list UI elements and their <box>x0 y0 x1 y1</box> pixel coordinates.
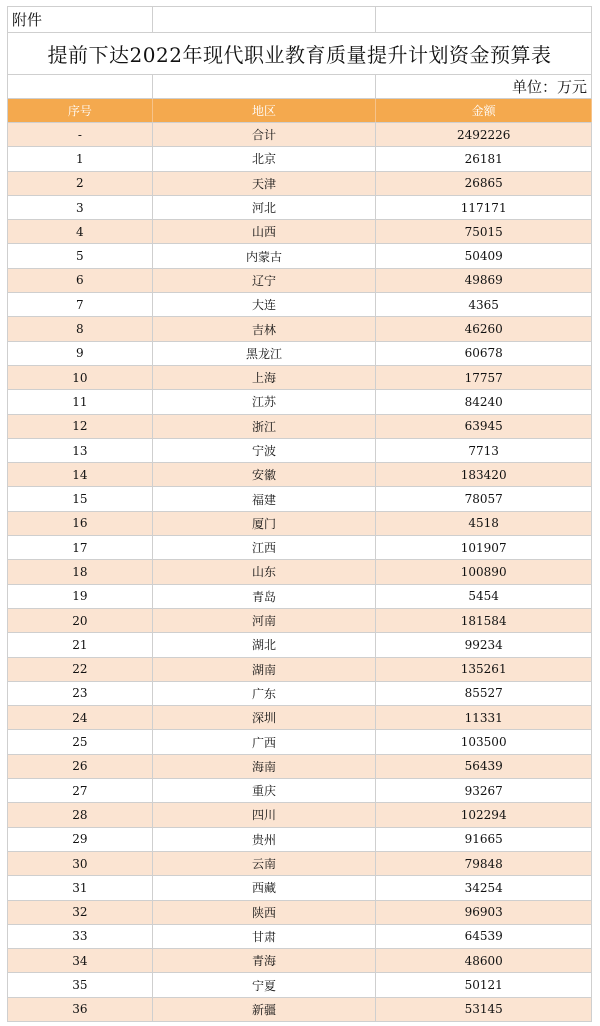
cell-no: 36 <box>8 998 153 1021</box>
table-row <box>7 172 592 196</box>
cell-amount: 103500 <box>376 730 592 753</box>
table-row <box>7 973 592 997</box>
cell-no: 28 <box>8 803 153 826</box>
empty-cell <box>153 75 377 98</box>
cell-amount: 135261 <box>376 658 592 681</box>
cell-amount: 50409 <box>376 244 592 267</box>
cell-region: 河北 <box>153 196 377 219</box>
cell-no: 12 <box>8 415 153 438</box>
cell-region: 北京 <box>153 147 377 170</box>
empty-cell <box>8 75 153 98</box>
cell-amount: 101907 <box>376 536 592 559</box>
cell-region: 四川 <box>153 803 377 826</box>
cell-region: 贵州 <box>153 828 377 851</box>
cell-amount: 26181 <box>376 147 592 170</box>
cell-region: 广东 <box>153 682 377 705</box>
cell-no: 21 <box>8 633 153 656</box>
cell-amount: 49869 <box>376 269 592 292</box>
cell-amount: 46260 <box>376 317 592 340</box>
table-row <box>7 220 592 244</box>
cell-no: 33 <box>8 925 153 948</box>
cell-amount: 96903 <box>376 901 592 924</box>
cell-no: 3 <box>8 196 153 219</box>
budget-sheet <box>7 6 592 1022</box>
cell-region: 新疆 <box>153 998 377 1021</box>
cell-no: 25 <box>8 730 153 753</box>
table-row <box>7 998 592 1022</box>
empty-cell <box>376 7 592 32</box>
table-row <box>7 876 592 900</box>
cell-no: 24 <box>8 706 153 729</box>
table-row <box>7 512 592 536</box>
cell-amount: 7713 <box>376 439 592 462</box>
cell-no: 29 <box>8 828 153 851</box>
table-row <box>7 317 592 341</box>
cell-no: 18 <box>8 560 153 583</box>
table-row <box>7 560 592 584</box>
cell-no: 34 <box>8 949 153 972</box>
cell-region: 大连 <box>153 293 377 316</box>
cell-no: 19 <box>8 585 153 608</box>
cell-region: 浙江 <box>153 415 377 438</box>
cell-region: 山西 <box>153 220 377 243</box>
table-row <box>7 949 592 973</box>
cell-region: 黑龙江 <box>153 342 377 365</box>
cell-amount: 78057 <box>376 487 592 510</box>
cell-region: 青海 <box>153 949 377 972</box>
cell-region: 辽宁 <box>153 269 377 292</box>
cell-no: 23 <box>8 682 153 705</box>
cell-no: 1 <box>8 147 153 170</box>
cell-region: 陕西 <box>153 901 377 924</box>
cell-no: 30 <box>8 852 153 875</box>
cell-amount: 17757 <box>376 366 592 389</box>
table-row <box>7 658 592 682</box>
cell-amount: 84240 <box>376 390 592 413</box>
table-row <box>7 925 592 949</box>
table-row <box>7 730 592 754</box>
cell-amount: 91665 <box>376 828 592 851</box>
cell-no: - <box>8 123 153 146</box>
cell-region: 重庆 <box>153 779 377 802</box>
cell-amount: 64539 <box>376 925 592 948</box>
cell-amount: 26865 <box>376 172 592 195</box>
cell-amount: 2492226 <box>376 123 592 146</box>
table-row <box>7 366 592 390</box>
empty-cell <box>153 7 377 32</box>
attachment-row <box>7 6 592 33</box>
cell-amount: 4365 <box>376 293 592 316</box>
header-amount: 金额 <box>376 99 592 122</box>
cell-no: 4 <box>8 220 153 243</box>
cell-no: 13 <box>8 439 153 462</box>
table-body <box>7 123 592 1022</box>
cell-no: 7 <box>8 293 153 316</box>
table-row <box>7 463 592 487</box>
cell-region: 安徽 <box>153 463 377 486</box>
cell-region: 吉林 <box>153 317 377 340</box>
cell-region: 湖北 <box>153 633 377 656</box>
cell-no: 32 <box>8 901 153 924</box>
table-row <box>7 706 592 730</box>
cell-region: 江西 <box>153 536 377 559</box>
cell-amount: 50121 <box>376 973 592 996</box>
table-row <box>7 390 592 414</box>
cell-no: 8 <box>8 317 153 340</box>
table-row <box>7 682 592 706</box>
sheet-title: 提前下达2022年现代职业教育质量提升计划资金预算表 <box>47 43 552 67</box>
cell-region: 厦门 <box>153 512 377 535</box>
cell-no: 35 <box>8 973 153 996</box>
table-row <box>7 536 592 560</box>
table-row <box>7 585 592 609</box>
table-row <box>7 901 592 925</box>
header-no: 序号 <box>8 99 153 122</box>
cell-no: 17 <box>8 536 153 559</box>
table-row <box>7 487 592 511</box>
table-row <box>7 852 592 876</box>
cell-region: 海南 <box>153 755 377 778</box>
cell-region: 广西 <box>153 730 377 753</box>
cell-region: 云南 <box>153 852 377 875</box>
unit-label: 单位：万元 <box>376 75 592 98</box>
table-header <box>7 99 592 123</box>
cell-no: 15 <box>8 487 153 510</box>
table-row <box>7 196 592 220</box>
cell-amount: 63945 <box>376 415 592 438</box>
cell-no: 20 <box>8 609 153 632</box>
cell-amount: 34254 <box>376 876 592 899</box>
cell-no: 27 <box>8 779 153 802</box>
cell-no: 6 <box>8 269 153 292</box>
cell-amount: 4518 <box>376 512 592 535</box>
cell-region: 深圳 <box>153 706 377 729</box>
cell-region: 山东 <box>153 560 377 583</box>
cell-amount: 53145 <box>376 998 592 1021</box>
cell-amount: 60678 <box>376 342 592 365</box>
cell-region: 天津 <box>153 172 377 195</box>
header-region: 地区 <box>153 99 377 122</box>
cell-region: 青岛 <box>153 585 377 608</box>
table-row <box>7 803 592 827</box>
cell-amount: 181584 <box>376 609 592 632</box>
cell-no: 16 <box>8 512 153 535</box>
table-row <box>7 779 592 803</box>
cell-amount: 56439 <box>376 755 592 778</box>
cell-no: 2 <box>8 172 153 195</box>
cell-region: 西藏 <box>153 876 377 899</box>
attachment-label: 附件 <box>8 7 153 32</box>
table-row <box>7 415 592 439</box>
table-row <box>7 244 592 268</box>
cell-region: 上海 <box>153 366 377 389</box>
cell-region: 甘肃 <box>153 925 377 948</box>
cell-amount: 48600 <box>376 949 592 972</box>
cell-amount: 79848 <box>376 852 592 875</box>
cell-region: 湖南 <box>153 658 377 681</box>
cell-amount: 99234 <box>376 633 592 656</box>
cell-region: 合计 <box>153 123 377 146</box>
cell-amount: 85527 <box>376 682 592 705</box>
cell-region: 福建 <box>153 487 377 510</box>
table-row <box>7 147 592 171</box>
cell-no: 9 <box>8 342 153 365</box>
table-row <box>7 342 592 366</box>
cell-region: 江苏 <box>153 390 377 413</box>
cell-no: 31 <box>8 876 153 899</box>
cell-region: 内蒙古 <box>153 244 377 267</box>
cell-region: 宁夏 <box>153 973 377 996</box>
cell-no: 11 <box>8 390 153 413</box>
title-row <box>7 33 592 75</box>
cell-amount: 183420 <box>376 463 592 486</box>
cell-no: 10 <box>8 366 153 389</box>
table-row <box>7 633 592 657</box>
cell-amount: 11331 <box>376 706 592 729</box>
cell-amount: 102294 <box>376 803 592 826</box>
cell-region: 宁波 <box>153 439 377 462</box>
cell-no: 26 <box>8 755 153 778</box>
table-row <box>7 828 592 852</box>
cell-amount: 75015 <box>376 220 592 243</box>
cell-no: 14 <box>8 463 153 486</box>
table-row <box>7 439 592 463</box>
table-row <box>7 269 592 293</box>
table-row <box>7 123 592 147</box>
cell-region: 河南 <box>153 609 377 632</box>
table-row <box>7 609 592 633</box>
cell-no: 5 <box>8 244 153 267</box>
cell-amount: 117171 <box>376 196 592 219</box>
unit-row <box>7 75 592 99</box>
table-row <box>7 293 592 317</box>
cell-no: 22 <box>8 658 153 681</box>
cell-amount: 100890 <box>376 560 592 583</box>
table-row <box>7 755 592 779</box>
cell-amount: 5454 <box>376 585 592 608</box>
cell-amount: 93267 <box>376 779 592 802</box>
